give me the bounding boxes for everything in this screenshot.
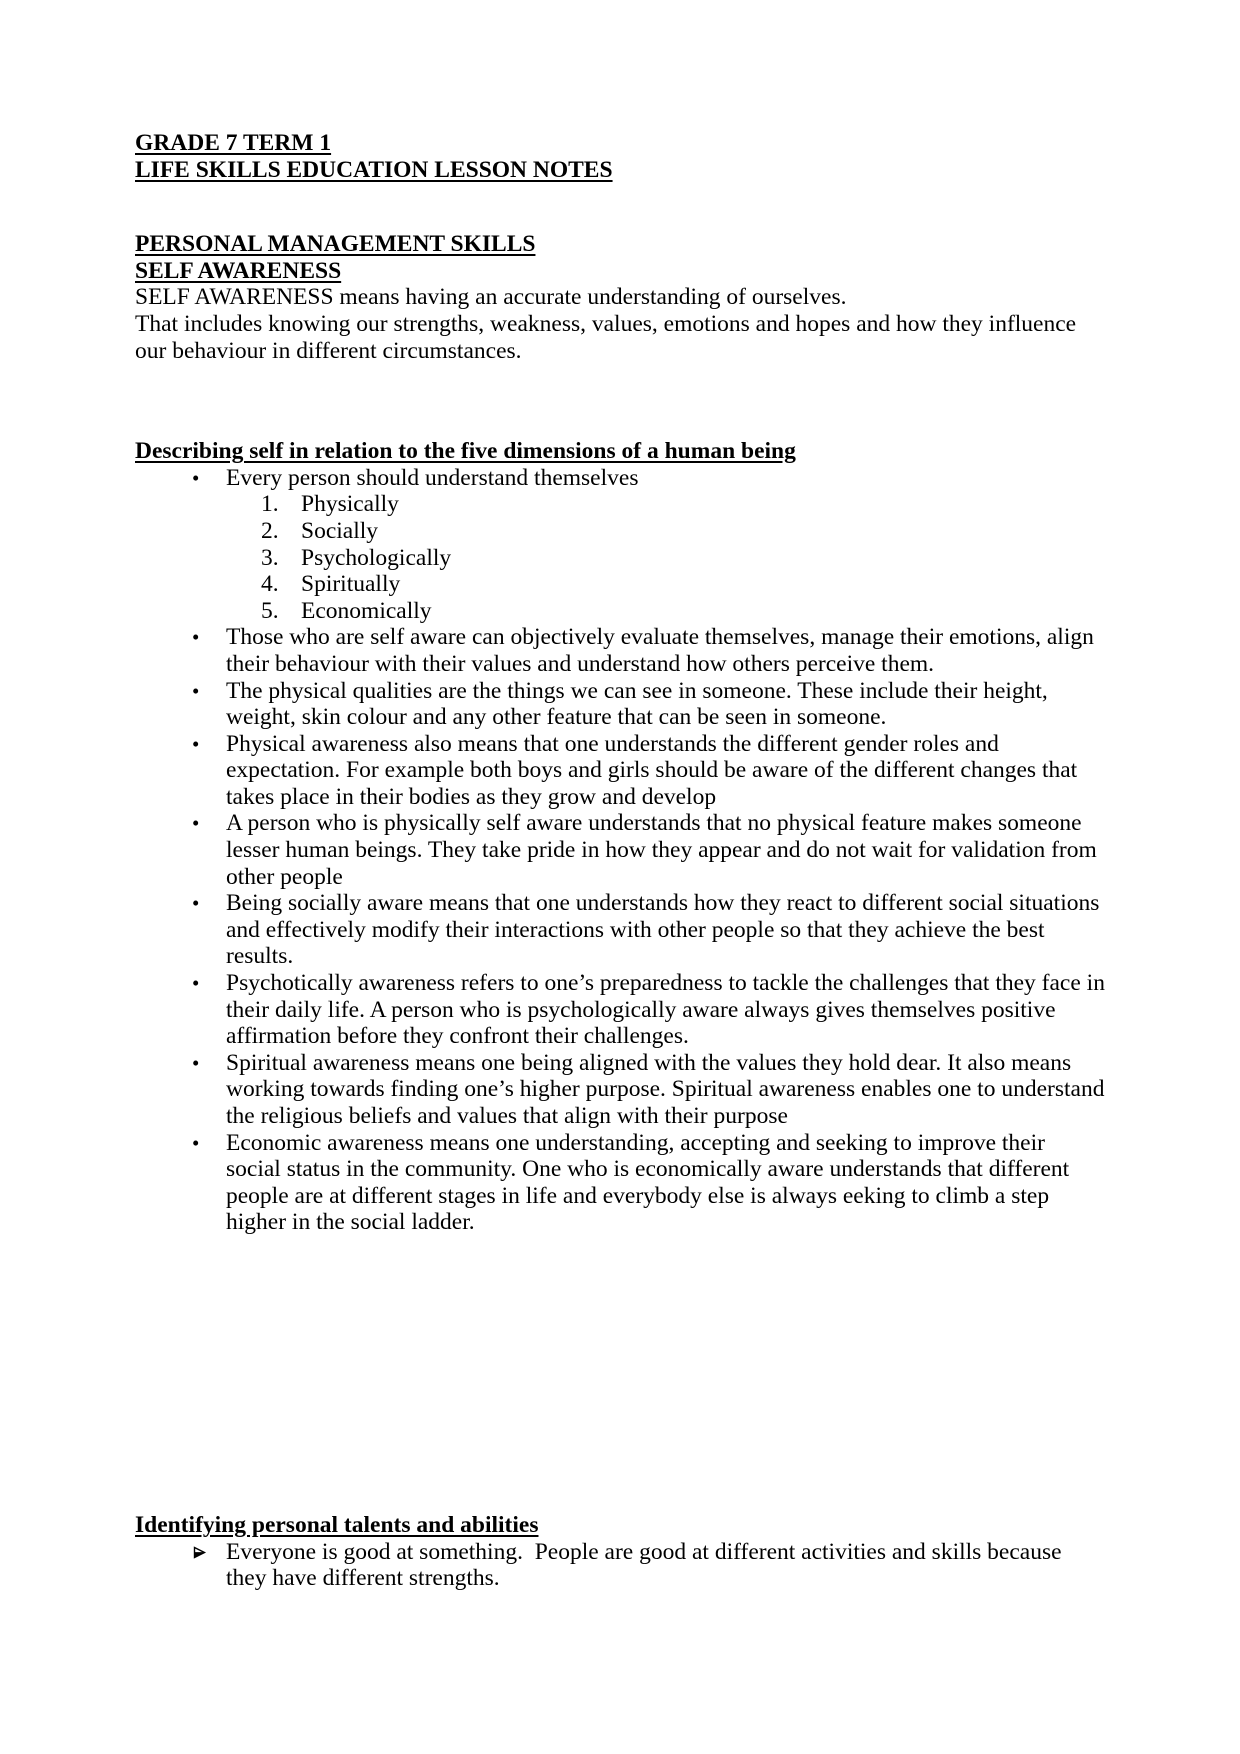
list-item-text: Being socially aware means that one understands how they react to different social situations and effectively modify their interactions with other people so that they achieve the best results. (226, 890, 1106, 970)
list-item-text: Those who are self aware can objectively evaluate themselves, manage their emotions, align their behaviour with their values and understand how others perceive them. (226, 624, 1100, 677)
heading-identifying-talents: Identifying personal talents and abilities (135, 1511, 539, 1538)
intro-paragraph-2: That includes knowing our strengths, weakness, values, emotions and hopes and how they influence our behaviour in different circumstances. (135, 310, 1082, 364)
list-item (135, 810, 1105, 890)
list-item (135, 678, 1105, 731)
spacer (135, 364, 1105, 438)
bullet-dot-icon: • (192, 891, 200, 916)
bullet-dot-icon: • (192, 811, 200, 836)
list-item-text: The physical qualities are the things we can see in someone. These include their height, weight, skin colour and any other feature that can be seen in someone. (226, 677, 1054, 731)
bullet-dot-icon: • (192, 731, 200, 756)
list-item (135, 1539, 1105, 1592)
list-item (135, 890, 1105, 970)
heading-five-dimensions: Describing self in relation to the five dimensions of a human being (135, 438, 796, 465)
numbered-item (135, 598, 1105, 625)
list-item-text: Physical awareness also means that one understands the different gender roles and expectation. For example both boys and girls should be aware of the different changes that takes place in their bodies as they grow and develop (226, 730, 1084, 810)
list-item (135, 970, 1111, 1050)
bullet-dot-icon: • (192, 971, 200, 996)
heading-personal-management-skills: PERSONAL MANAGEMENT SKILLS (135, 231, 536, 258)
list-item-text: Economic awareness means one understanding, accepting and seeking to improve their social status in the community. One who is economically aware understands that different people are at different stages in life and everybody else is always eeking to climb a step higher in the social ladder. (226, 1129, 1076, 1236)
numbered-item (135, 491, 1105, 518)
bullet-dot-icon: • (192, 625, 200, 650)
numbered-item-text: Economically (301, 597, 432, 624)
list-item (135, 731, 1105, 811)
number-marker: 1. (261, 491, 279, 518)
bullet-dot-icon: • (192, 678, 200, 703)
numbered-item (135, 545, 1105, 572)
bullet-dot-icon: • (192, 465, 200, 490)
bullet-dot-icon: • (192, 1050, 200, 1075)
numbered-item (135, 518, 1105, 545)
number-marker: 4. (261, 571, 279, 598)
title-block (135, 130, 1105, 183)
spacer (135, 183, 1105, 231)
numbered-item (135, 571, 1105, 598)
title-line-2: LIFE SKILLS EDUCATION LESSON NOTES (135, 156, 613, 183)
title-line-1: GRADE 7 TERM 1 (135, 130, 332, 156)
arrow-bullet-icon (192, 1539, 226, 1592)
list-item-text: Everyone is good at something. People are good at different activities and skills because they have different strengths. (226, 1538, 1068, 1592)
list-item-text: A person who is physically self aware understands that no physical feature makes someone lesser human beings. They take pride in how they appear and do not wait for validation from other people (226, 810, 1103, 890)
intro-paragraph-1: SELF AWARENESS means having an accurate understanding of ourselves. (135, 284, 847, 311)
spacer (135, 1236, 1105, 1512)
number-marker: 3. (261, 544, 279, 571)
list-item (135, 1049, 1111, 1130)
list-item (135, 465, 1105, 492)
number-marker: 5. (261, 597, 279, 624)
bullet-dot-icon: • (192, 1130, 200, 1155)
list-item (135, 1130, 1105, 1236)
list-item-text: Every person should understand themselves (226, 464, 639, 491)
numbered-item-text: Socially (301, 517, 379, 544)
numbered-item-text: Spiritually (301, 571, 401, 598)
numbered-item-text: Physically (301, 491, 399, 518)
number-marker: 2. (261, 517, 279, 544)
numbered-item-text: Psychologically (301, 544, 452, 571)
list-item-text: Spiritual awareness means one being aligned with the values they hold dear. It also means working towards finding one’s higher purpose. Spiritual awareness enables one to understand the religious beliefs and values that align with their purpose (226, 1049, 1111, 1129)
list-item (135, 624, 1105, 677)
list-item-text: Psychotically awareness refers to one’s preparedness to tackle the challenges that they face in their daily life. A person who is psychologically aware always gives themselves positive affirmation before they confront their challenges. (226, 970, 1111, 1050)
heading-self-awareness: SELF AWARENESS (135, 257, 342, 284)
